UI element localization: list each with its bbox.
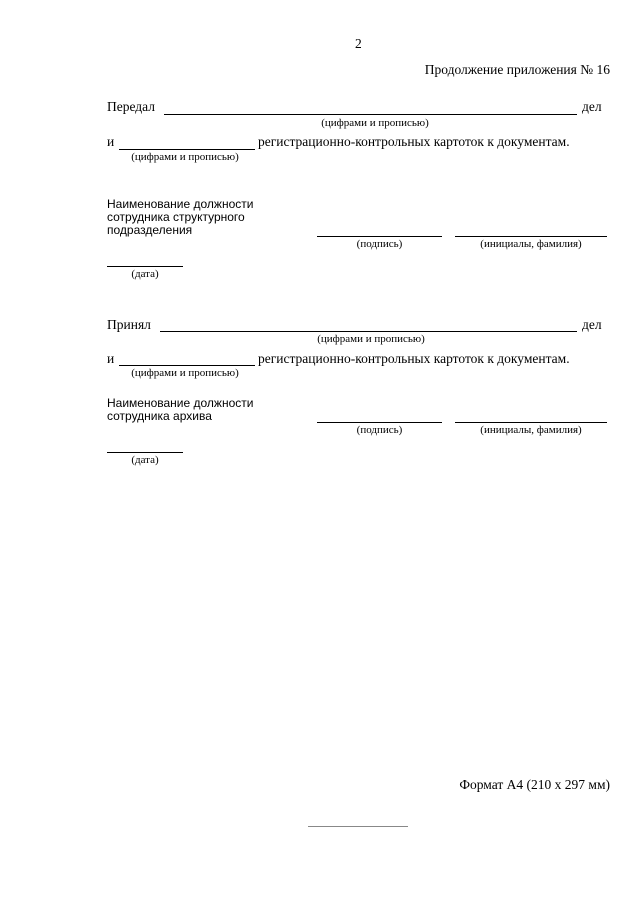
- continuation-note: Продолжение приложения № 16: [424, 62, 610, 77]
- receive-label: Принял: [107, 317, 151, 332]
- transfer-position-line3: подразделения: [107, 223, 193, 237]
- receive-date-caption: (дата): [131, 454, 159, 466]
- receive-cases-count-field[interactable]: [160, 331, 577, 332]
- receive-position-line1: Наименование должности: [107, 396, 254, 410]
- receive-cards-caption: (цифрами и прописью): [131, 367, 239, 379]
- receive-cases-caption: (цифрами и прописью): [317, 333, 425, 345]
- transfer-position-line2: сотрудника структурного: [107, 210, 245, 224]
- transfer-cards-caption: (цифрами и прописью): [131, 151, 239, 163]
- transfer-cards-count-field[interactable]: [119, 149, 255, 150]
- receive-cases-unit: дел: [582, 317, 602, 332]
- transfer-label: Передал: [107, 99, 156, 114]
- receive-signature-field[interactable]: [317, 422, 442, 423]
- transfer-position-line1: Наименование должности: [107, 197, 254, 211]
- receive-name-caption: (инициалы, фамилия): [480, 424, 582, 436]
- transfer-cards-text: регистрационно-контрольных картоток к документам.: [258, 134, 570, 149]
- transfer-date-field[interactable]: [107, 266, 183, 267]
- transfer-signature-field[interactable]: [317, 236, 442, 237]
- transfer-signature-caption: (подпись): [356, 238, 403, 250]
- receive-date-field[interactable]: [107, 452, 183, 453]
- receive-cards-count-field[interactable]: [119, 365, 255, 366]
- receive-signature-caption: (подпись): [356, 424, 403, 436]
- transfer-cases-caption: (цифрами и прописью): [321, 117, 429, 129]
- transfer-name-caption: (инициалы, фамилия): [480, 238, 582, 250]
- transfer-date-caption: (дата): [131, 268, 159, 280]
- receive-cards-text: регистрационно-контрольных картоток к документам.: [258, 351, 570, 366]
- transfer-cases-unit: дел: [582, 99, 602, 114]
- transfer-cases-count-field[interactable]: [164, 114, 577, 115]
- page-number: 2: [355, 36, 362, 51]
- format-note: Формат А4 (210 х 297 мм): [459, 777, 610, 792]
- receive-and: и: [107, 351, 115, 366]
- transfer-and: и: [107, 134, 115, 149]
- footer-divider: [308, 826, 408, 827]
- transfer-name-field[interactable]: [455, 236, 607, 237]
- receive-name-field[interactable]: [455, 422, 607, 423]
- receive-position-line2: сотрудника архива: [107, 409, 212, 423]
